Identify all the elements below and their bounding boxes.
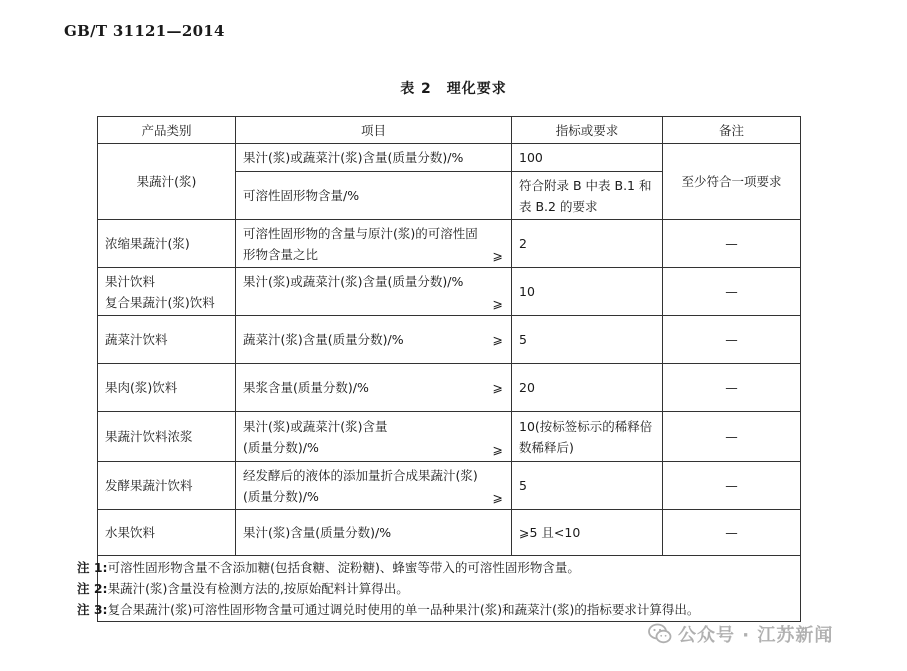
watermark-text: 公众号 · 江苏新闻 [678,625,834,646]
note-text: 复合果蔬汁(浆)可溶性固形物含量可通过调兑时使用的单一品种果汁(浆)和蔬菜汁(浆)的指标要求计算得出。 [107,602,700,617]
item-cell [236,316,512,364]
column-header-item: 项目 [236,117,512,144]
item-cell: 果汁(浆)含量(质量分数)/% [236,510,512,556]
table-row [98,462,801,510]
table-header-row [98,117,801,144]
table-row [98,412,801,462]
note-label: 注 2: [77,581,108,596]
item-text: 可溶性固形物的含量与原汁(浆)的可溶性固形物含量之比 [243,225,478,262]
table-row [98,510,801,556]
item-cell [236,268,512,316]
value-cell: 10 [512,268,663,316]
remark-cell: — [663,364,801,412]
item-text: (质量分数)/% [243,439,319,455]
remark-cell: — [663,510,801,556]
value-cell: 100 [512,144,663,172]
item-text: 经发酵后的液体的添加量折合成果蔬汁(浆)(质量分数)/% [243,467,478,504]
greater-equal-sign: ⩾ [492,490,503,505]
note-1 [77,557,793,578]
remark-cell: — [663,462,801,510]
item-cell [236,462,512,510]
value-cell: 符合附录 B 中表 B.1 和表 B.2 的要求 [512,172,663,220]
category-cell: 果蔬汁饮料浓浆 [98,412,236,462]
table-row [98,316,801,364]
standard-code: GB/T 31121—2014 [64,22,225,40]
table-row [98,220,801,268]
category-cell: 果蔬汁(浆) [98,144,236,220]
remark-cell: — [663,316,801,364]
item-text: 果浆含量(质量分数)/% [243,380,369,395]
table-row [98,364,801,412]
note-label: 注 1: [77,560,108,575]
item-cell [236,220,512,268]
table-row [98,144,801,172]
item-text: 蔬菜汁(浆)含量(质量分数)/% [243,332,404,347]
note-3 [77,599,793,620]
watermark [648,621,833,647]
notes-cell [77,556,801,622]
value-cell: 2 [512,220,663,268]
remark-cell: — [663,268,801,316]
category-line: 复合果蔬汁(浆)饮料 [105,294,215,310]
item-cell [236,364,512,412]
greater-equal-sign: ⩾ [492,296,503,311]
greater-equal-sign: ⩾ [492,332,503,347]
greater-equal-sign: ⩾ [492,380,503,395]
item-cell: 果汁(浆)或蔬菜汁(浆)含量(质量分数)/% [236,144,512,172]
category-line: 果汁饮料 [105,273,156,289]
remark-cell: — [663,220,801,268]
value-cell: 5 [512,462,663,510]
requirements-table [77,116,801,622]
wechat-icon [648,623,672,645]
notes-row [98,556,801,622]
category-cell [98,268,236,316]
greater-equal-sign: ⩾ [492,442,503,457]
category-cell: 浓缩果蔬汁(浆) [98,220,236,268]
value-cell: ⩾5 且<10 [512,510,663,556]
remark-cell: — [663,412,801,462]
column-header-remark: 备注 [663,117,801,144]
value-cell: 10(按标签标示的稀释倍数稀释后) [512,412,663,462]
item-text: 果汁(浆)或蔬菜汁(浆)含量(质量分数)/% [243,274,464,289]
value-cell: 20 [512,364,663,412]
note-text: 可溶性固形物含量不含添加糖(包括食糖、淀粉糖)、蜂蜜等带入的可溶性固形物含量。 [107,560,580,575]
value-cell: 5 [512,316,663,364]
table-title: 表 2 理化要求 [400,81,507,97]
column-header-category: 产品类别 [98,117,236,144]
category-cell: 蔬菜汁饮料 [98,316,236,364]
category-cell: 水果饮料 [98,510,236,556]
note-text: 果蔬汁(浆)含量没有检测方法的,按原始配料计算得出。 [107,581,409,596]
category-cell: 果肉(浆)饮料 [98,364,236,412]
category-cell: 发酵果蔬汁饮料 [98,462,236,510]
column-header-value: 指标或要求 [512,117,663,144]
greater-equal-sign: ⩾ [492,248,503,263]
item-cell: 可溶性固形物含量/% [236,172,512,220]
note-label: 注 3: [77,602,108,617]
note-2 [77,578,793,599]
item-cell [236,412,512,462]
table-row [98,268,801,316]
remark-cell: 至少符合一项要求 [663,144,801,220]
item-text: 果汁(浆)或蔬菜汁(浆)含量 [243,418,388,434]
